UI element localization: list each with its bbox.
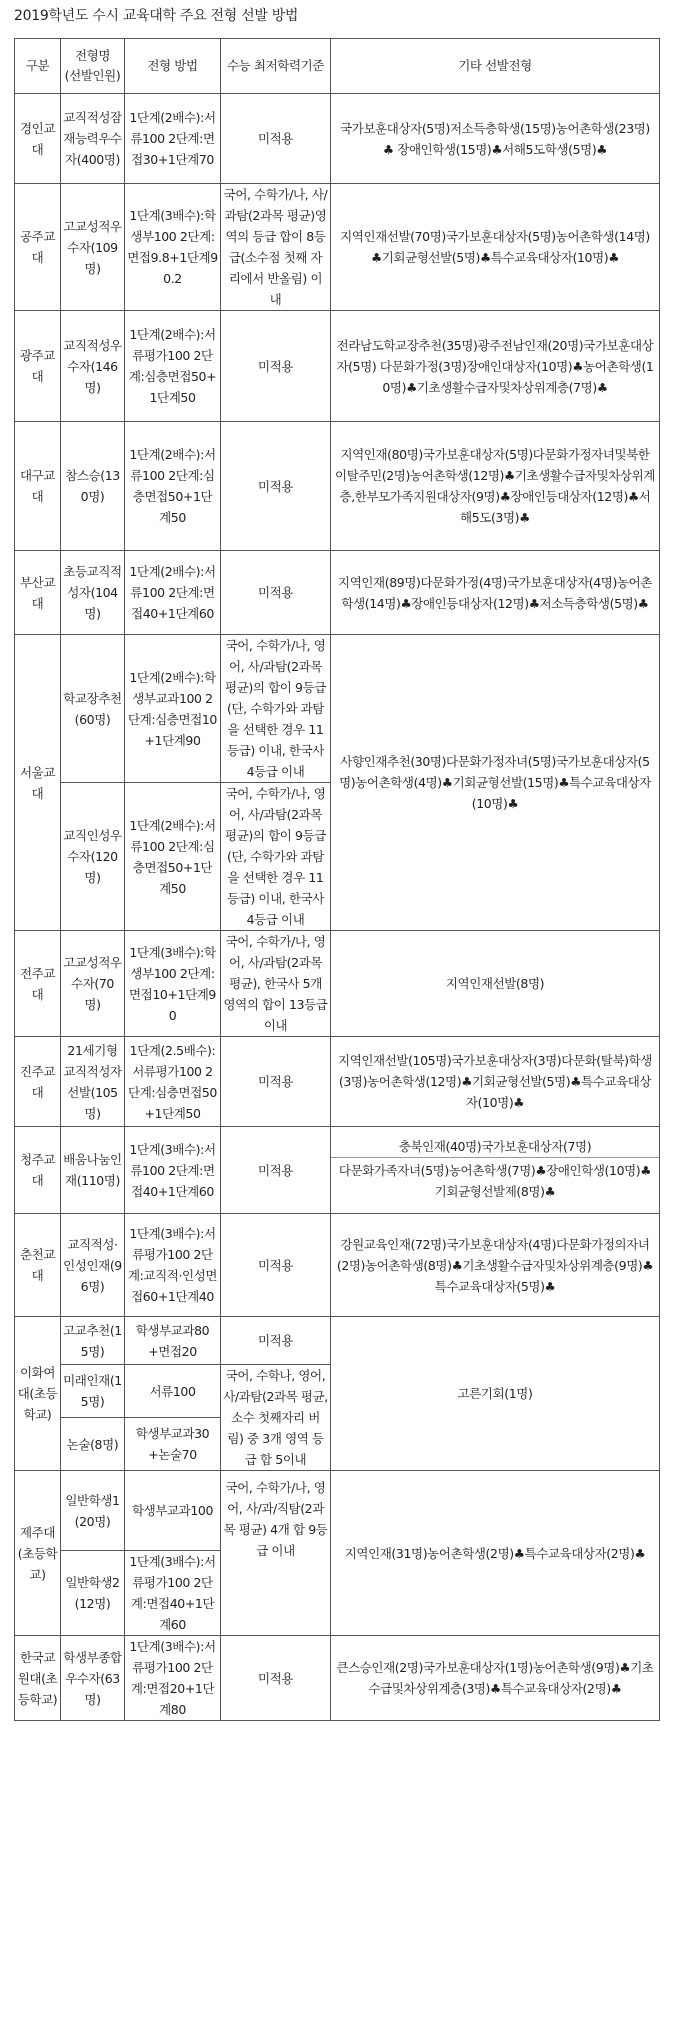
method-cell: 1단계(2배수):학생부교과100 2단계:심층면접10+1단계90 [125, 635, 221, 783]
table-row [15, 311, 660, 422]
method-cell: 1단계(3배수):서류평가100 2단계:면접20+1단계80 [125, 1636, 221, 1721]
table-row [15, 931, 660, 1037]
track-cell: 고교추천(15명) [61, 1317, 125, 1365]
min-cell: 미적용 [221, 1037, 331, 1127]
method-cell: 1단계(3배수):서류평가100 2단계:면접40+1단계60 [125, 1551, 221, 1636]
method-cell: 1단계(2.5배수):서류평가100 2단계:심층면접50+1단계50 [125, 1037, 221, 1127]
min-cell: 미적용 [221, 1317, 331, 1365]
other-cell: 강원교육인재(72명)국가보훈대상자(4명)다문화가정의자녀(2명)농어촌학생(8명)♣기초생활수급자및차상위계층(9명)♣특수교육대상자(5명)♣ [331, 1214, 660, 1317]
other-cell: 지역인재선발(70명)국가보훈대상자(5명)농어촌학생(14명)♣기회균형선발(5명)♣특수교육대상자(10명)♣ [331, 184, 660, 311]
other-cell: 지역인재(89명)다문화가정(4명)국가보훈대상자(4명)농어촌학생(14명)♣장애인등대상자(12명)♣저소득층학생(5명)♣ [331, 551, 660, 635]
method-cell: 서류100 [125, 1365, 221, 1418]
min-cell: 미적용 [221, 1214, 331, 1317]
track-cell: 배움나눔인재(110명) [61, 1127, 125, 1214]
header-other: 기타 선발전형 [331, 39, 660, 94]
header-row [15, 39, 660, 94]
table-row [15, 551, 660, 635]
school-cell: 전주교대 [15, 931, 61, 1037]
school-cell: 청주교대 [15, 1127, 61, 1214]
method-cell: 1단계(2배수):서류100 2단계:면접40+1단계60 [125, 551, 221, 635]
track-cell: 고교성적우수자(70명) [61, 931, 125, 1037]
school-cell: 경인교대 [15, 94, 61, 184]
min-cell: 국어, 수학가/나, 영어, 사/과탐(2과목 평균)의 합이 9등급(단, 수학가와 과탐을 선택한 경우 11등급) 이내, 한국사 4등급 이내 [221, 635, 331, 783]
school-cell: 한국교원대(초등학교) [15, 1636, 61, 1721]
header-school: 구분 [15, 39, 61, 94]
method-cell: 1단계(3배수):학생부100 2단계:면접10+1단계90 [125, 931, 221, 1037]
school-cell: 대구교대 [15, 422, 61, 551]
table-row [15, 1636, 660, 1721]
min-cell: 미적용 [221, 1636, 331, 1721]
other-rest: 다문화가족자녀(5명)농어촌학생(7명)♣장애인학생(10명)♣기회균형선발제(8명)♣ [338, 1163, 652, 1199]
method-cell: 1단계(2배수):서류평가100 2단계:심층면접50+1단계50 [125, 311, 221, 422]
other-cell: 전라남도학교장추천(35명)광주전남인재(20명)국가보훈대상자(5명) 다문화가정(3명)장애인대상자(10명)♣농어촌학생(10명)♣기초생활수급자및차상위계층(7명)♣ [331, 311, 660, 422]
track-cell: 일반학생1(20명) [61, 1471, 125, 1551]
min-cell: 미적용 [221, 551, 331, 635]
header-method: 전형 방법 [125, 39, 221, 94]
header-min: 수능 최저학력기준 [221, 39, 331, 94]
school-cell: 진주교대 [15, 1037, 61, 1127]
table-row [15, 422, 660, 551]
track-cell: 초등교직적성자(104명) [61, 551, 125, 635]
min-cell: 미적용 [221, 94, 331, 184]
table-row [15, 1317, 660, 1365]
method-cell: 1단계(2배수):서류100 2단계:심층면접50+1단계50 [125, 422, 221, 551]
track-cell: 교직적성·인성인재(96명) [61, 1214, 125, 1317]
method-cell: 1단계(2배수):서류100 2단계:심층면접50+1단계50 [125, 783, 221, 931]
header-track: 전형명 (선발인원) [61, 39, 125, 94]
method-cell: 1단계(3배수):서류평가100 2단계:교직적·인성면접60+1단계40 [125, 1214, 221, 1317]
admission-table [14, 38, 660, 1721]
method-cell: 학생부교과80+면접20 [125, 1317, 221, 1365]
school-cell: 춘천교대 [15, 1214, 61, 1317]
method-cell: 1단계(3배수):서류100 2단계:면접40+1단계60 [125, 1127, 221, 1214]
other-cell [331, 1127, 660, 1214]
track-cell: 학생부종합우수자(63명) [61, 1636, 125, 1721]
table-row [15, 1214, 660, 1317]
other-cell: 지역인재선발(105명)국가보훈대상자(3명)다문화(탈북)학생(3명)농어촌학생(12명)♣기회균형선발(5명)♣특수교육대상자(10명)♣ [331, 1037, 660, 1127]
school-cell: 이화여대(초등학교) [15, 1317, 61, 1471]
track-cell: 일반학생2(12명) [61, 1551, 125, 1636]
table-row [15, 94, 660, 184]
track-cell: 고교성적우수자(109명) [61, 184, 125, 311]
school-cell: 제주대(초등학교) [15, 1471, 61, 1636]
other-top-line: 충북인재(40명)국가보훈대상자(7명) [331, 1136, 659, 1158]
table-row [15, 1127, 660, 1214]
other-cell: 국가보훈대상자(5명)저소득층학생(15명)농어촌학생(23명)♣ 장애인학생(15명)♣서해5도학생(5명)♣ [331, 94, 660, 184]
track-cell: 미래인재(15명) [61, 1365, 125, 1418]
school-cell: 부산교대 [15, 551, 61, 635]
min-cell: 국어, 수학가/나, 영어, 사/과탐(2과목 평균), 한국사 5개 영역의 합이 13등급 이내 [221, 931, 331, 1037]
min-cell: 미적용 [221, 1127, 331, 1214]
table-row [15, 184, 660, 311]
track-cell: 교직적성잠재능력우수자(400명) [61, 94, 125, 184]
other-cell: 사향인재추천(30명)다문화가정자녀(5명)국가보훈대상자(5명)농어촌학생(4명)♣기회균형선발(15명)♣특수교육대상자(10명)♣ [331, 635, 660, 931]
min-cell: 미적용 [221, 422, 331, 551]
track-cell: 논술(8명) [61, 1418, 125, 1471]
table-row [15, 1471, 660, 1551]
other-cell: 지역인재(80명)국가보훈대상자(5명)다문화가정자녀및북한이탈주민(2명)농어촌학생(12명)♣기초생활수급자및차상위계층,한부모가족지원대상자(9명)♣장애인등대상자(12명)♣서해5도(3명)♣ [331, 422, 660, 551]
track-cell: 참스승(130명) [61, 422, 125, 551]
track-cell: 교직인성우수자(120명) [61, 783, 125, 931]
page-title: 2019학년도 수시 교육대학 주요 전형 선발 방법 [14, 8, 299, 24]
table-row [15, 1037, 660, 1127]
method-cell: 1단계(3배수):학생부100 2단계:면접9.8+1단계90.2 [125, 184, 221, 311]
track-cell: 학교장추천(60명) [61, 635, 125, 783]
min-cell: 국어, 수학나, 영어, 사/과탐(2과목 평균, 소수 첫째자리 버림) 중 3개 영역 등급 합 5이내 [221, 1365, 331, 1471]
min-cell: 국어, 수학가/나, 사/과탐(2과목 평균)영역의 등급 합이 8등급(소수점 첫째 자리에서 반올림) 이내 [221, 184, 331, 311]
other-cell: 지역인재(31명)농어촌학생(2명)♣특수교육대상자(2명)♣ [331, 1471, 660, 1636]
method-cell: 학생부교과30+논술70 [125, 1418, 221, 1471]
other-cell: 고른기회(1명) [331, 1317, 660, 1471]
track-cell: 21세기형교직적성자선발(105명) [61, 1037, 125, 1127]
school-cell: 광주교대 [15, 311, 61, 422]
min-cell: 국어, 수학가/나, 영어, 사/과/직탐(2과목 평균) 4개 합 9등급 이내 [221, 1471, 331, 1636]
other-cell: 지역인재선발(8명) [331, 931, 660, 1037]
school-cell: 서울교대 [15, 635, 61, 931]
method-cell: 학생부교과100 [125, 1471, 221, 1551]
min-cell: 국어, 수학가/나, 영어, 사/과탐(2과목 평균)의 합이 9등급(단, 수학가와 과탐을 선택한 경우 11등급) 이내, 한국사 4등급 이내 [221, 783, 331, 931]
track-cell: 교직적성우수자(146명) [61, 311, 125, 422]
min-cell: 미적용 [221, 311, 331, 422]
school-cell: 공주교대 [15, 184, 61, 311]
table-row [15, 635, 660, 783]
method-cell: 1단계(2배수):서류100 2단계:면접30+1단계70 [125, 94, 221, 184]
other-cell: 큰스승인재(2명)국가보훈대상자(1명)농어촌학생(9명)♣기초수급및차상위계층(3명)♣특수교육대상자(2명)♣ [331, 1636, 660, 1721]
